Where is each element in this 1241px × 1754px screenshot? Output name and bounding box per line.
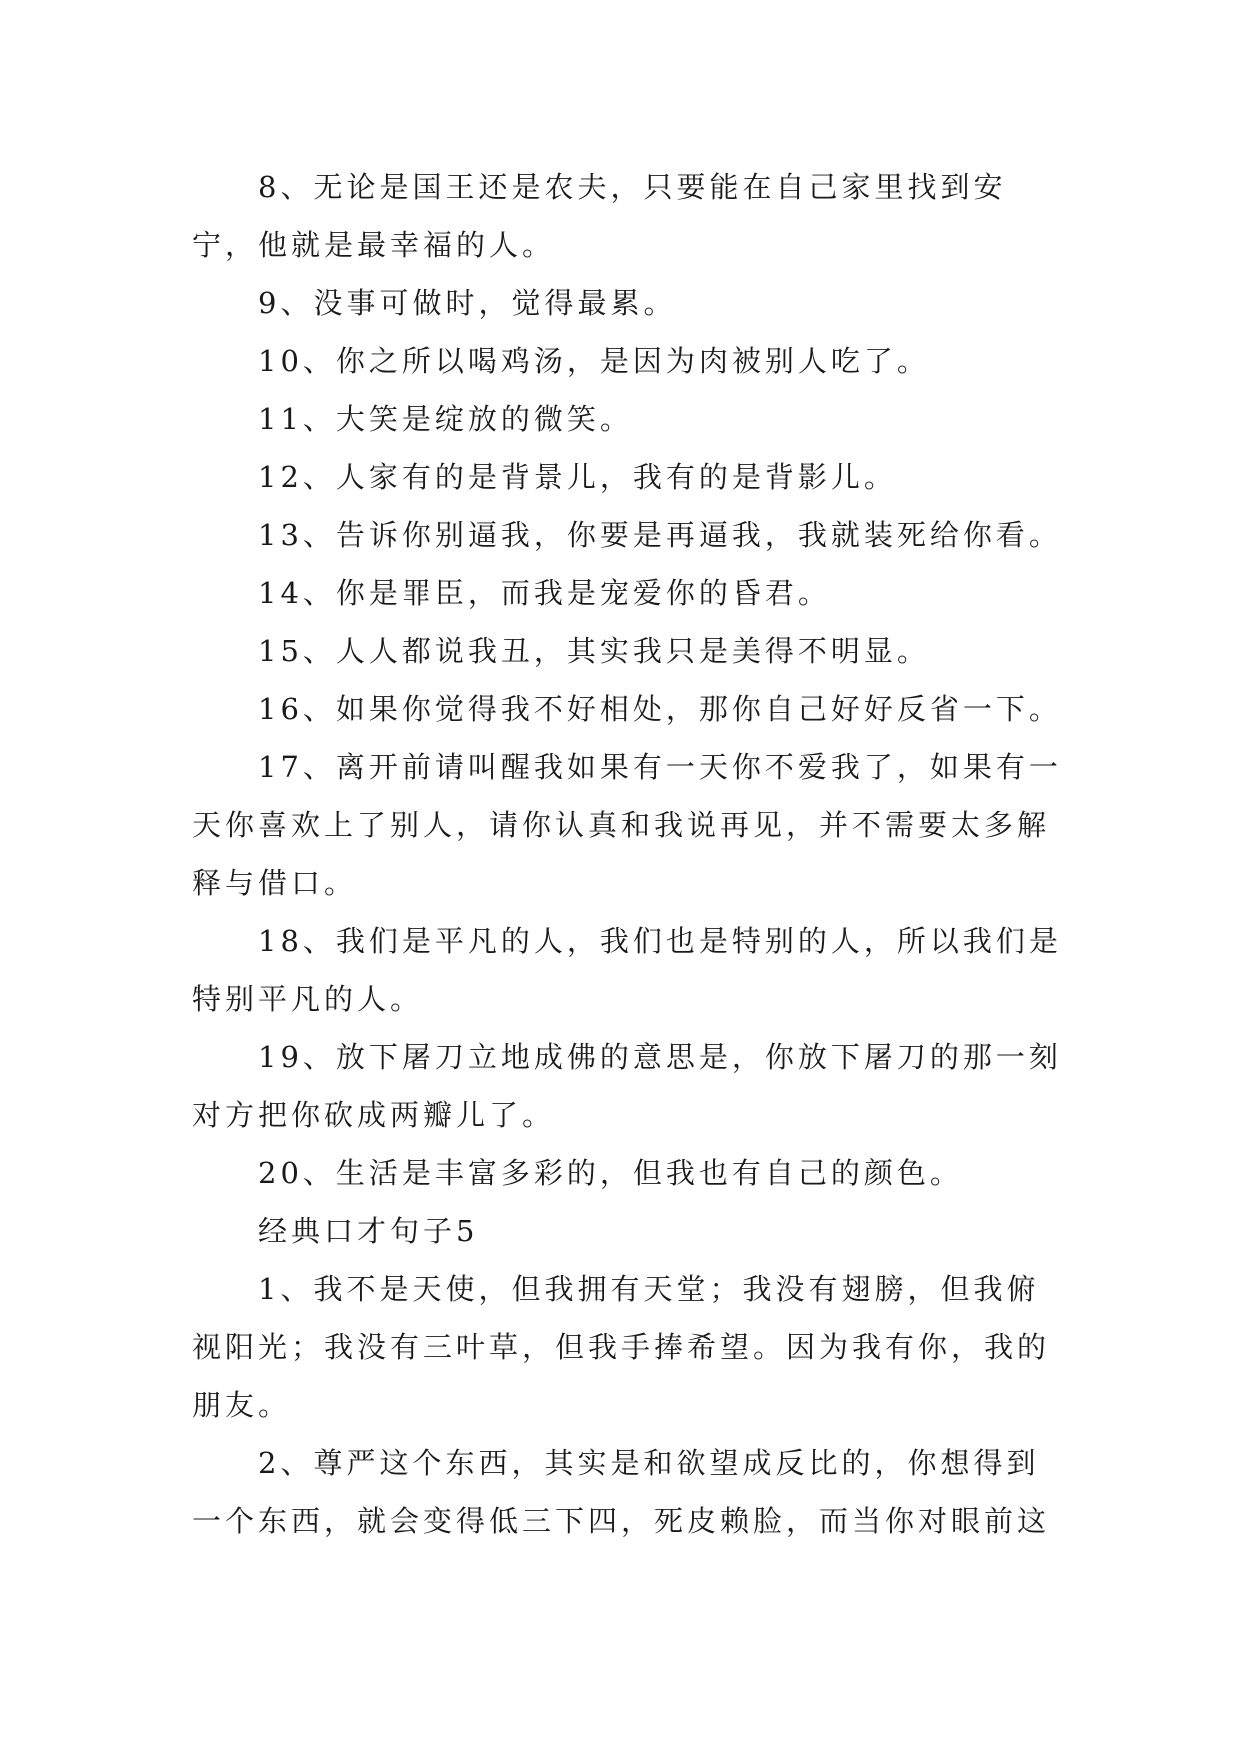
paragraph: 16、如果你觉得我不好相处，那你自己好好反省一下。 xyxy=(258,692,1062,726)
paragraph: 8、无论是国王还是农夫，只要能在自己家里找到安宁，他就是最幸福的人。 xyxy=(192,170,1007,262)
document-body xyxy=(192,158,1062,1550)
paragraph: 9、没事可做时，觉得最累。 xyxy=(258,286,677,320)
paragraph: 12、人家有的是背景儿，我有的是背影儿。 xyxy=(258,460,897,494)
section-heading: 经典口才句子5 xyxy=(258,1214,479,1248)
paragraph: 11、大笑是绽放的微笑。 xyxy=(258,402,633,436)
paragraph: 15、人人都说我丑，其实我只是美得不明显。 xyxy=(258,634,930,668)
paragraph: 1、我不是天使，但我拥有天堂；我没有翅膀，但我俯视阳光；我没有三叶草，但我手捧希望。因为我有你，我的朋友。 xyxy=(192,1272,1051,1422)
paragraph: 20、生活是丰富多彩的，但我也有自己的颜色。 xyxy=(258,1156,963,1190)
paragraph: 10、你之所以喝鸡汤，是因为肉被别人吃了。 xyxy=(258,344,930,378)
paragraph: 19、放下屠刀立地成佛的意思是，你放下屠刀的那一刻对方把你砍成两瓣儿了。 xyxy=(192,1040,1062,1132)
paragraph: 17、离开前请叫醒我如果有一天你不爱我了，如果有一天你喜欢上了别人，请你认真和我说再见，并不需要太多解释与借口。 xyxy=(192,750,1062,900)
paragraph: 14、你是罪臣，而我是宠爱你的昏君。 xyxy=(258,576,831,610)
paragraph: 18、我们是平凡的人，我们也是特别的人，所以我们是特别平凡的人。 xyxy=(192,924,1062,1016)
paragraph: 13、告诉你别逼我，你要是再逼我，我就装死给你看。 xyxy=(258,518,1062,552)
paragraph: 2、尊严这个东西，其实是和欲望成反比的，你想得到一个东西，就会变得低三下四，死皮赖脸，而当你对眼前这 xyxy=(192,1446,1051,1538)
